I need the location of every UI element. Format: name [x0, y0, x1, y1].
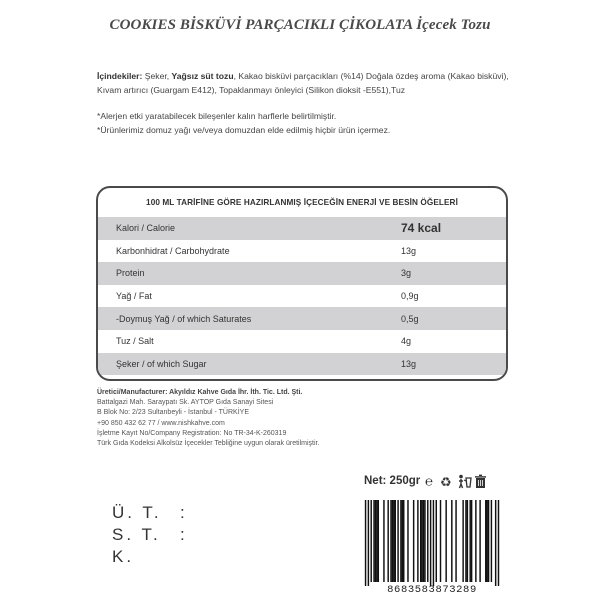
- barcode-bar: [445, 500, 446, 582]
- barcode-bar: [479, 500, 480, 582]
- nutrition-row-fat: [98, 285, 506, 308]
- nutrition-row-protein: [98, 262, 506, 285]
- barcode-bar: [378, 500, 379, 582]
- barcode-bar: [486, 500, 487, 582]
- tidy-man-icon: [458, 474, 472, 489]
- nutrition-label: Kalori / Calorie: [116, 223, 176, 234]
- barcode-bar: [488, 500, 489, 582]
- manufacturer-address-1: Battalgazi Mah. Saraypatı Sk. AYTOP Gıda Sanayi Sitesi: [97, 399, 274, 407]
- ingredients-text: [97, 69, 517, 97]
- stk-row: [112, 524, 185, 568]
- svg-text:℮: ℮: [425, 474, 434, 488]
- nutrition-table: [96, 186, 508, 381]
- barcode-bar: [368, 500, 369, 586]
- barcode-bar: [462, 500, 463, 582]
- nutrition-row-sugar: [98, 353, 506, 376]
- nutrition-label: Protein: [116, 268, 145, 279]
- expiry-batch-codes: [112, 502, 185, 568]
- svg-text:♻: ♻: [440, 475, 452, 489]
- barcode: [362, 500, 502, 598]
- barcode-bar: [455, 500, 456, 582]
- allergen-note: *Alerjen etki yaratabilecek bileşenler kalın harflerle belirtilmiştir.: [97, 111, 337, 121]
- barcode-bar: [495, 500, 496, 586]
- stk-value: :: [180, 525, 185, 544]
- nutrition-header: 100 ML TARİFİNE GÖRE HAZIRLANMIŞ İÇECEĞİN ENERJİ VE BESİN ÖĞELERİ: [146, 198, 458, 207]
- barcode-bar: [469, 500, 470, 582]
- barcode-bar: [390, 500, 391, 582]
- nutrition-label: Tuz / Salt: [116, 336, 154, 347]
- ut-label: Ü. T.: [112, 503, 162, 522]
- barcode-bar: [427, 500, 428, 582]
- barcode-bar: [491, 500, 492, 582]
- barcode-bar: [424, 500, 425, 582]
- packaging-icons: [424, 474, 487, 489]
- net-weight-text: Net: 250gr: [364, 475, 421, 487]
- barcode-bar: [373, 500, 374, 582]
- barcode-bar: [475, 500, 476, 582]
- ut-value: :: [180, 503, 185, 522]
- nutrition-value: 13g: [401, 245, 417, 256]
- barcode-bar: [498, 500, 499, 586]
- manufacturer-heading: Üretici/Manufacturer: Akyıldız Kahve Gıda İhr. İth. Tic. Ltd. Şti.: [97, 389, 303, 396]
- barcode-bar: [393, 500, 394, 582]
- barcode-bar: [485, 500, 486, 582]
- barcode-bar: [402, 500, 403, 582]
- barcode-bar: [397, 500, 398, 582]
- barcode-bar: [451, 500, 452, 582]
- nutrition-row-saturates: [98, 307, 506, 330]
- barcode-bars: [362, 500, 502, 586]
- nutrition-value: 3g: [401, 268, 412, 279]
- barcode-bar: [420, 500, 421, 582]
- barcode-bar: [467, 500, 468, 582]
- estimated-e-icon: [424, 474, 438, 488]
- barcode-bar: [436, 500, 437, 582]
- nutrition-value: 0,9g: [401, 291, 419, 302]
- manufacturer-registration: İşletme Kayıt No/Company Registration: No TR-34-K-260319: [97, 429, 287, 437]
- barcode-bar: [400, 500, 401, 582]
- barcode-bar: [421, 500, 422, 582]
- barcode-bar: [365, 500, 366, 586]
- ut-row: [112, 502, 185, 524]
- barcode-bar: [430, 500, 431, 586]
- nutrition-value: 0,5g: [401, 313, 419, 324]
- ingredients-part2: , Kakao bisküvi parçacıkları (%14) Doğala özdeş aroma (Kakao bisküvi), Kıvam artırıcı (Guargam E412), Topaklanmayı önleyici (Silikon dioksit -E551),Tuz: [97, 71, 509, 95]
- barcode-bar: [417, 500, 418, 582]
- barcode-bar: [440, 500, 441, 582]
- barcode-bar: [423, 500, 424, 582]
- barcode-bar: [370, 500, 371, 582]
- nutrition-value: 4g: [401, 336, 412, 347]
- stk-label: S. T. K.: [112, 525, 161, 566]
- barcode-bar: [375, 500, 376, 582]
- nutrition-value: 74 kcal: [401, 221, 442, 236]
- nutrition-label: -Doymuş Yağ / of which Saturates: [116, 313, 252, 324]
- barcode-bar: [376, 500, 377, 582]
- barcode-number: 8683583873289: [387, 584, 477, 596]
- pork-note: *Ürünlerimiz domuz yağı ve/veya domuzdan elde edilmiş hiçbir ürün içermez.: [97, 125, 391, 135]
- notes: [97, 109, 517, 137]
- barcode-bar: [403, 500, 404, 582]
- manufacturer-contact: +90 850 432 62 77 / www.nishkahve.com: [97, 419, 225, 427]
- barcode-bar: [471, 500, 472, 582]
- barcode-bar: [433, 500, 434, 586]
- ingredients-part1: Şeker,: [142, 71, 172, 81]
- ingredients-label: İçindekiler:: [97, 71, 143, 81]
- ingredients-allergen: Yağsız süt tozu: [171, 71, 234, 81]
- barcode-bar: [407, 500, 408, 582]
- nutrition-row-carbohydrate: [98, 240, 506, 263]
- barcode-bar: [465, 500, 466, 582]
- barcode-bar: [395, 500, 396, 582]
- nutrition-label: Karbonhidrat / Carbohydrate: [116, 245, 230, 256]
- net-weight: [358, 467, 502, 495]
- manufacturer-compliance: Türk Gıda Kodeksi Alkolsüz İçecekler Tebliğine uygun olarak üretilmiştir.: [97, 440, 320, 448]
- barcode-bar: [387, 500, 388, 582]
- recycle-icon: [440, 474, 456, 489]
- product-title: COOKIES BİSKÜVİ PARÇACIKLI ÇİKOLATA İçecek Tozu: [109, 17, 491, 33]
- nutrition-row-calorie: [98, 217, 506, 240]
- barcode-bar: [413, 500, 414, 582]
- trash-bin-icon: [474, 474, 487, 489]
- barcode-bar: [392, 500, 393, 582]
- barcode-bar: [383, 500, 384, 582]
- nutrition-value: 13g: [401, 358, 417, 369]
- nutrition-label: Yağ / Fat: [116, 291, 152, 302]
- nutrition-row-salt: [98, 330, 506, 353]
- manufacturer-info: [97, 388, 417, 449]
- nutrition-label: Şeker / of which Sugar: [116, 358, 207, 369]
- manufacturer-address-2: B Blok No: 2/23 Sultanbeyli - İstanbul - TÜRKİYE: [97, 409, 249, 417]
